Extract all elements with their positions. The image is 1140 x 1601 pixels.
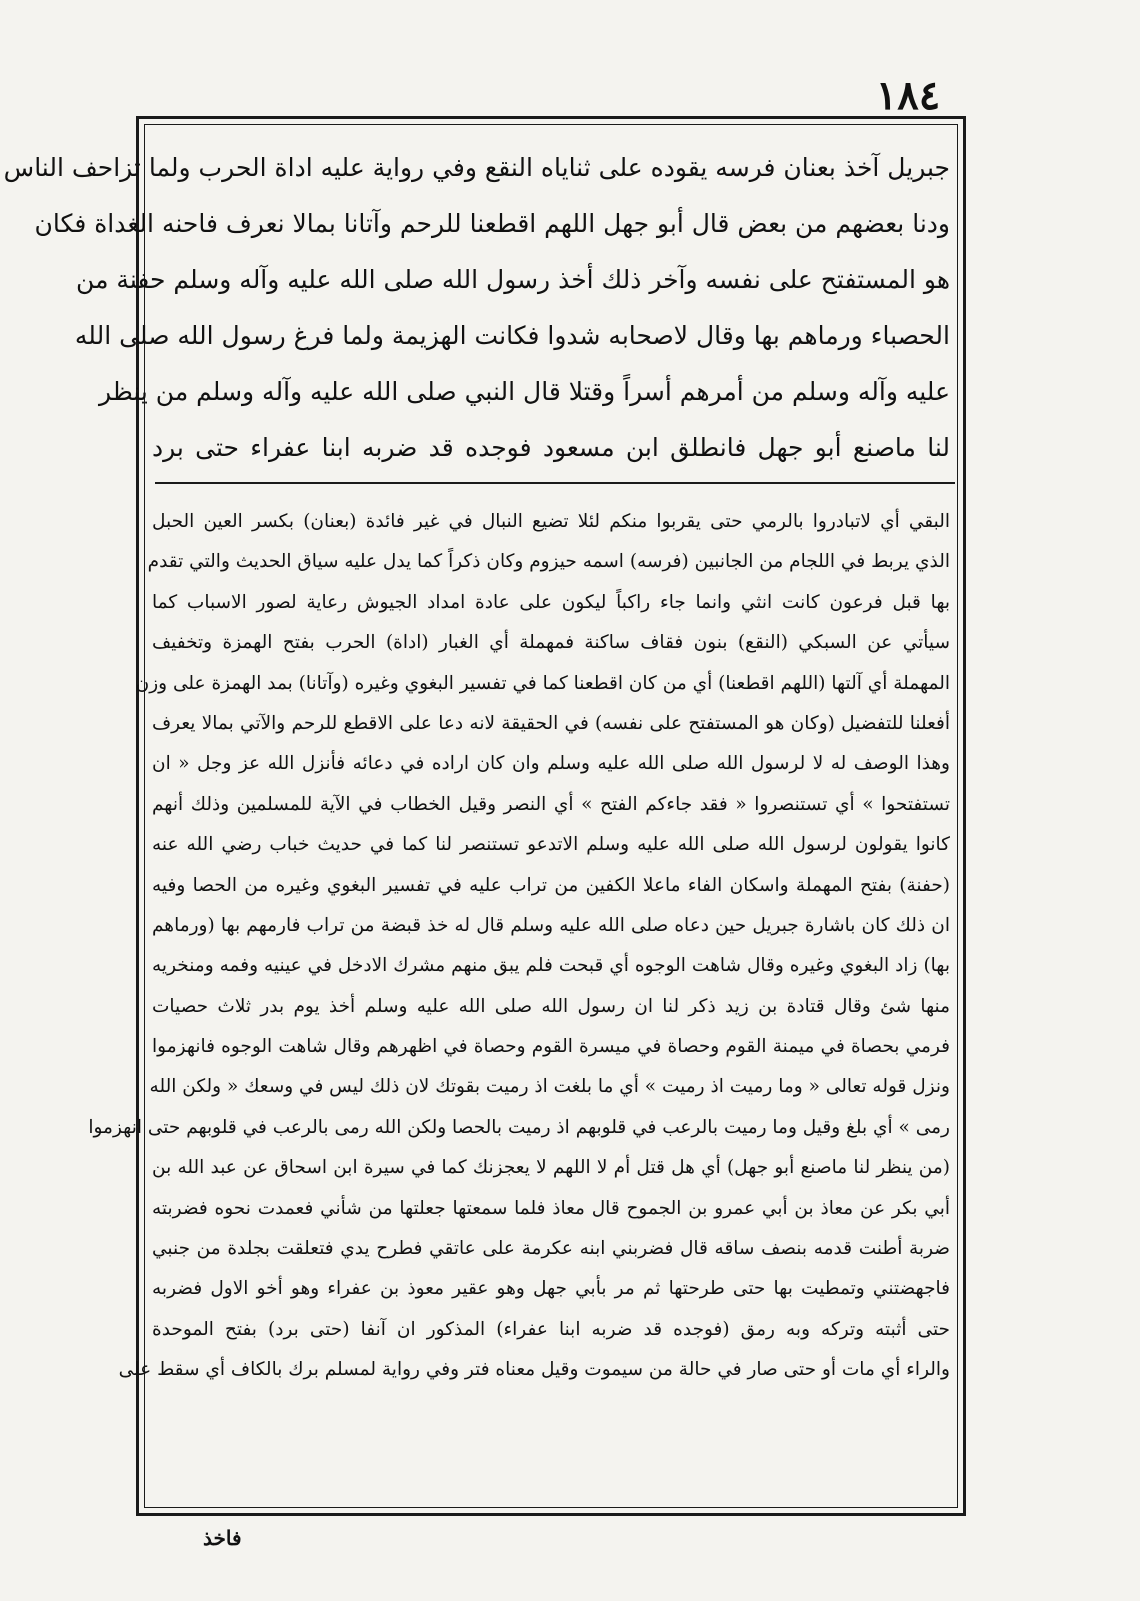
commentary-line: المهملة أي آلتها (اللهم اقطعنا) أي من كان اقطعنا كما في تفسير البغوي وغيره (وآتانا) بمد الهمزة على وزن	[135, 672, 950, 694]
commentary-line: رمى » أي بلغ وقيل وما رميت بالرعب في قلوبهم اذ رميت بالحصا ولكن الله رمى بالرعب في قلوبهم حتى انهزموا	[88, 1116, 950, 1138]
commentary-line: ضربة أطنت قدمه بنصف ساقه قال فضربني ابنه عكرمة على عاتقي فطرح يدي فتعلقت بجلدة من جنبي	[152, 1238, 950, 1260]
main-text-line: الحصباء ورماهم بها وقال لاصحابه شدوا فكانت الهزيمة ولما فرغ رسول الله صلى الله	[74, 321, 950, 350]
commentary-line: ونزل قوله تعالى « وما رميت اذ رميت » أي ما بلغت اذ رميت بقوتك لان ذلك ليس في وسعك « ولكن الله	[149, 1076, 950, 1098]
commentary-line: فاجهضتني وتمطيت بها حتى طرحتها ثم مر بأبي جهل وهو عقير معوذ بن عفراء وهو أخو الاول فضربه	[152, 1278, 950, 1300]
commentary-line: (حفنة) بفتح المهملة واسكان الفاء ماعلا الكفين من تراب عليه في تفسير البغوي وغيره من الحصا وفيه	[152, 874, 950, 896]
commentary-line: أفعلنا للتفضيل (وكان هو المستفتح على نفسه) في الحقيقة لانه دعا على الاقطع للرحم والآتي بمالا يعرف	[152, 712, 950, 734]
main-text-line: هو المستفتح على نفسه وآخر ذلك أخذ رسول الله صلى الله عليه وآله وسلم حفنة من	[76, 265, 950, 294]
commentary-line: ان ذلك كان باشارة جبريل حين دعاه صلى الله عليه وسلم قال له خذ قبضة من تراب فارمهم بها (ورماهم	[152, 914, 950, 936]
main-text-line: عليه وآله وسلم من أمرهم أسراً وقتلا قال النبي صلى الله عليه وآله وسلم من ينظر	[99, 377, 950, 406]
main-text-line: جبريل آخذ بعنان فرسه يقوده على ثناياه النقع وفي رواية عليه اداة الحرب ولما تزاحف الناس	[3, 153, 950, 182]
commentary-line: فرمي بحصاة في ميمنة القوم وحصاة في ميسرة القوم وحصاة في اظهرهم وقال شاهت الوجوه فانهزموا	[152, 1036, 950, 1058]
commentary-line: بها قبل فرعون كانت انثي وانما جاء راكباً ليكون على عادة امداد الجيوش رعاية لصور الاسباب كما	[152, 591, 950, 613]
commentary-line: سيأتي عن السبكي (النقع) بنون فقاف ساكنة فمهملة أي الغبار (اداة) الحرب بفتح الهمزة وتخفيف	[152, 632, 950, 654]
main-text-line: ودنا بعضهم من بعض قال أبو جهل اللهم اقطعنا للرحم وآتانا بمالا نعرف فاحنه الغداة فكان	[34, 209, 950, 238]
commentary-line: الذي يربط في اللجام من الجانبين (فرسه) اسمه حيزوم وكان ذكراً كما يدل عليه سياق الحديث والتي تقدم	[147, 551, 950, 573]
commentary-line: بها) زاد البغوي وغيره وقال شاهت الوجوه أي قبحت فلم يبق منهم مشرك الادخل في عينيه وفمه ومنخريه	[152, 955, 950, 977]
commentary-text	[88, 502, 950, 1391]
commentary-line: (من ينظر لنا ماصنع أبو جهل) أي هل قتل أم لا اللهم لا يعجزنك كما في سيرة ابن اسحاق عن عبد الله بن	[152, 1157, 950, 1179]
catchword: فاخذ	[203, 1526, 242, 1550]
commentary-line: البقي أي لاتبادروا بالرمي حتى يقربوا منكم لئلا تضيع النبال في غير فائدة (بعنان) بكسر العين الحبل	[152, 511, 950, 532]
commentary-line: أبي بكر عن معاذ بن أبي عمرو بن الجموح قال معاذ فلما سمعتها جعلتها من شأني فعمدت نحوه فضربته	[152, 1197, 950, 1219]
commentary-line: حتى أثبته وتركه وبه رمق (فوجده قد ضربه ابنا عفراء) المذكور ان آنفا (حتى برد) بفتح الموحدة	[152, 1318, 950, 1340]
commentary-line: وهذا الوصف له لا لرسول الله صلى الله عليه وسلم وان كان اراده في دعائه فأنزل الله عز وجل « ان	[152, 753, 950, 775]
commentary-line: منها شئ وقال قتادة بن زيد ذكر لنا ان رسول الله صلى الله عليه وسلم أخذ يوم بدر ثلاث حصيات	[152, 995, 950, 1017]
page-number: ١٨٤	[875, 72, 941, 119]
commentary-line: كانوا يقولون لرسول الله صلى الله عليه وسلم الاتدعو تستنصر لنا كما في حديث خباب رضي الله عنه	[152, 834, 950, 856]
commentary-line: والراء أي مات أو حتى صار في حالة من سيموت وقيل معناه فتر وفي رواية لمسلم برك بالكاف أي سقط على	[118, 1359, 950, 1381]
text-divider	[155, 482, 955, 484]
main-text-line: لنا ماصنع أبو جهل فانطلق ابن مسعود فوجده قد ضربه ابنا عفراء حتى برد	[152, 433, 950, 462]
main-text	[3, 140, 950, 476]
commentary-line: تستفتحوا » أي تستنصروا « فقد جاءكم الفتح » أي النصر وقيل الخطاب في الآية للمسلمين وذلك أنهم	[152, 793, 950, 815]
